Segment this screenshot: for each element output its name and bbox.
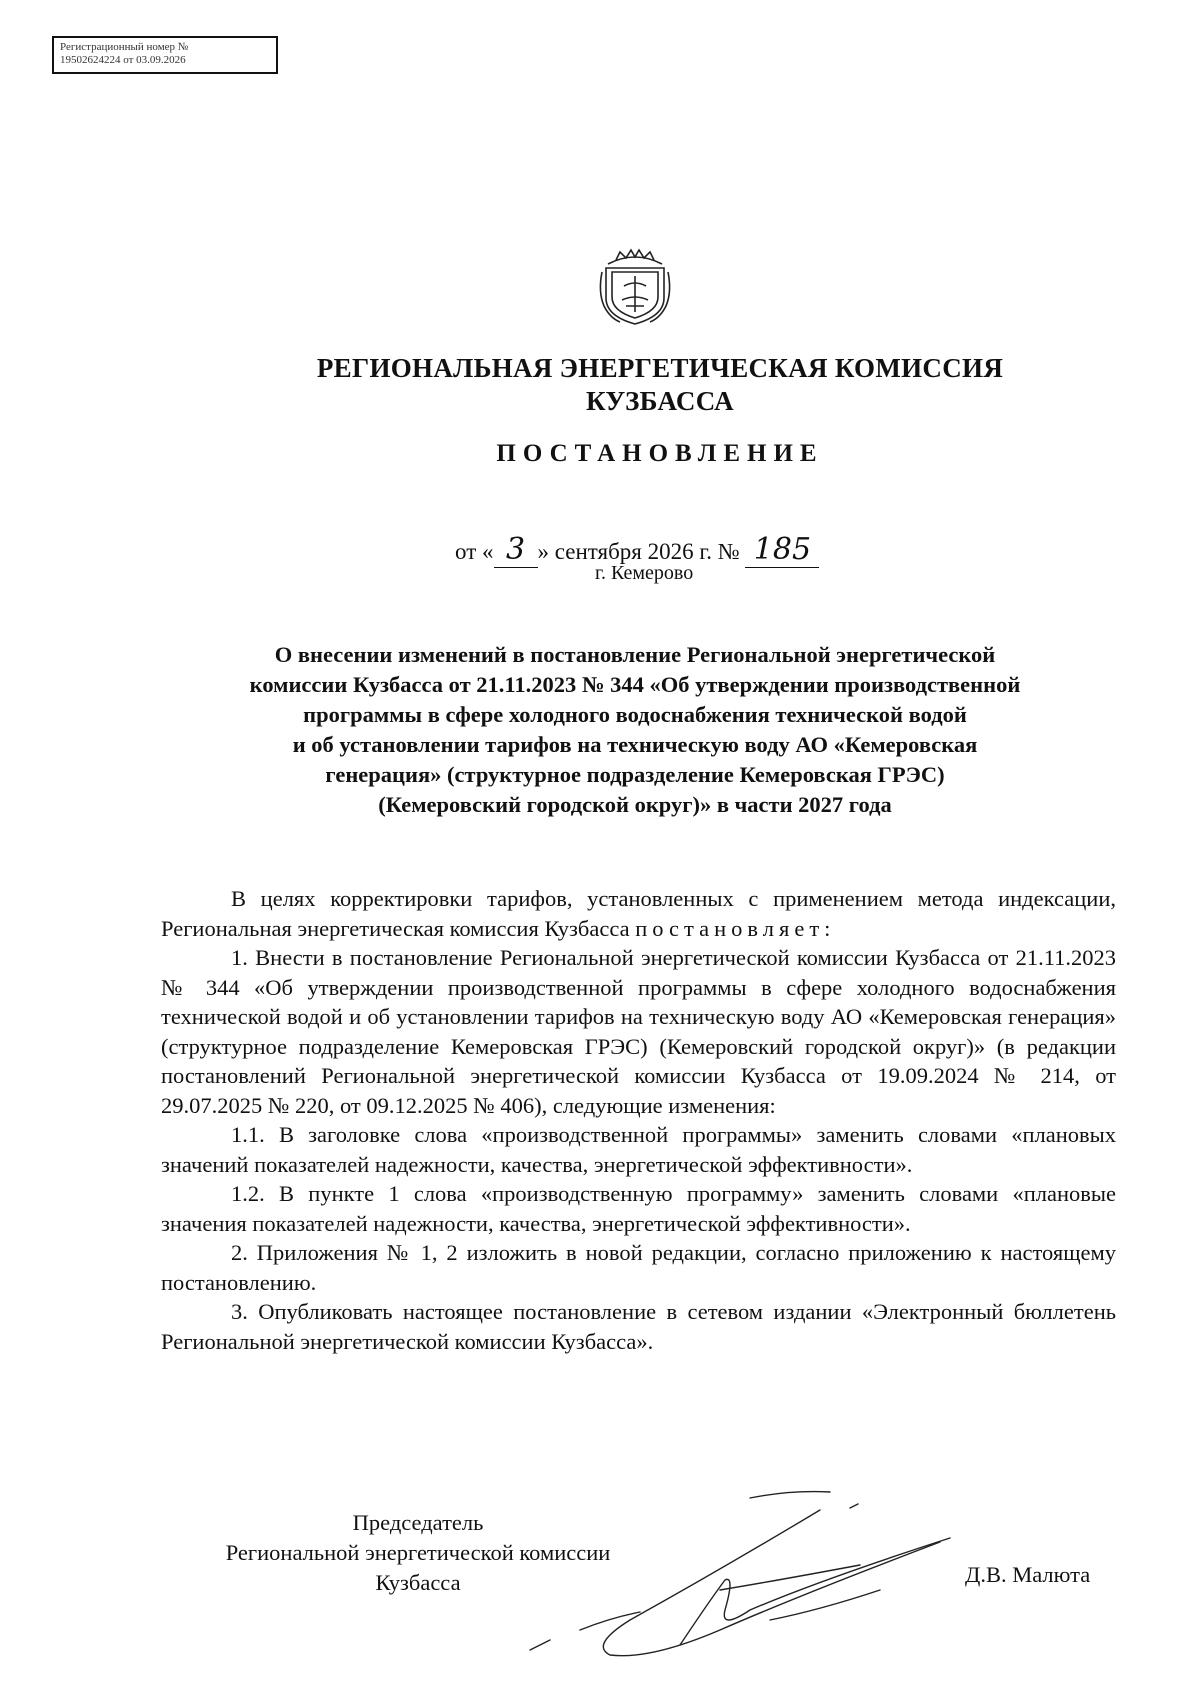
heading-line: и об установлении тарифов на техническую воду АО «Кемеровская (292, 732, 978, 757)
organization-title-line1: РЕГИОНАЛЬНАЯ ЭНЕРГЕТИЧЕСКАЯ КОМИССИЯ (316, 353, 1004, 383)
intro-text: В целях корректировки тарифов, установленных с применением метода индексации, Региональная энергетическая комиссия Кузбасса (161, 886, 1116, 941)
body-intro (161, 884, 1116, 943)
clause-2: 2. Приложения № 1, 2 изложить в новой редакции, согласно приложению к настоящему постановлению. (161, 1240, 1116, 1295)
heading-line: генерация» (структурное подразделение Кемеровская ГРЭС) (325, 762, 945, 787)
signer-name: Д.В. Малюта (965, 1562, 1091, 1587)
heading-line: программы в сфере холодного водоснабжения технической водой (303, 702, 967, 727)
signatory-title-line1: Председатель (352, 1510, 484, 1535)
heading-line: комиссии Кузбасса от 21.11.2023 № 344 «Об утверждении производственной (249, 672, 1021, 697)
handwritten-day: 3 (494, 532, 538, 568)
registration-stamp-line1: Регистрационный номер № (60, 41, 189, 53)
city: г. Кемерово (595, 562, 694, 584)
document-heading (150, 640, 1120, 820)
signatory-title-line2: Региональной энергетической комиссии (225, 1540, 611, 1565)
registration-stamp (52, 36, 278, 74)
handwritten-number: 185 (745, 532, 819, 568)
clause-3: 3. Опубликовать настоящее постановление в сетевом издании «Электронный бюллетень Региональной энергетической комиссии Кузбасса». (161, 1299, 1116, 1354)
coat-of-arms-icon (596, 242, 674, 328)
heading-line: О внесении изменений в постановление Региональной энергетической (274, 642, 996, 667)
clause-1: 1. Внести в постановление Региональной энергетической комиссии Кузбасса от 21.11.2023 № 344 «Об утверждении производственной программы в сфере холодного водоснабжения технической водой и об установлении тарифов на техническую воду АО «Кемеровская генерация» (структурное подразделение Кемеровская ГРЭС) (Кемеровский городской округ)» (в редакции постановлений Региональной энергетической комиссии Кузбасса от 19.09.2024 № 214, от 29.07.2025 № 220, от 09.12.2025 № 406), следующие изменения: (161, 945, 1116, 1118)
registration-stamp-line2: 19502624224 от 03.09.2026 (60, 54, 186, 66)
organization-title-line2: КУЗБАССА (586, 386, 734, 416)
heading-line: (Кемеровский городской округ)» в части 2027 года (378, 792, 892, 817)
signatory-title-line3: Кузбасса (375, 1570, 461, 1595)
handwritten-signature (520, 1480, 980, 1660)
resolves-word: постановляет: (635, 915, 836, 941)
organization-title (0, 352, 1200, 418)
clause-1-1: 1.1. В заголовке слова «производственной программы» заменить словами «плановых значений показателей надежности, качества, энергетической эффективности». (161, 1122, 1116, 1177)
document-type: ПОСТАНОВЛЕНИЕ (496, 440, 824, 467)
date-prefix: от « (455, 539, 494, 564)
date-middle: » сентября 2026 г. № (537, 539, 740, 564)
clause-1-2: 1.2. В пункте 1 слова «производственную программу» заменить словами «плановые значения показателей надежности, качества, энергетической эффективности». (161, 1181, 1116, 1236)
document-body (161, 884, 1116, 1356)
